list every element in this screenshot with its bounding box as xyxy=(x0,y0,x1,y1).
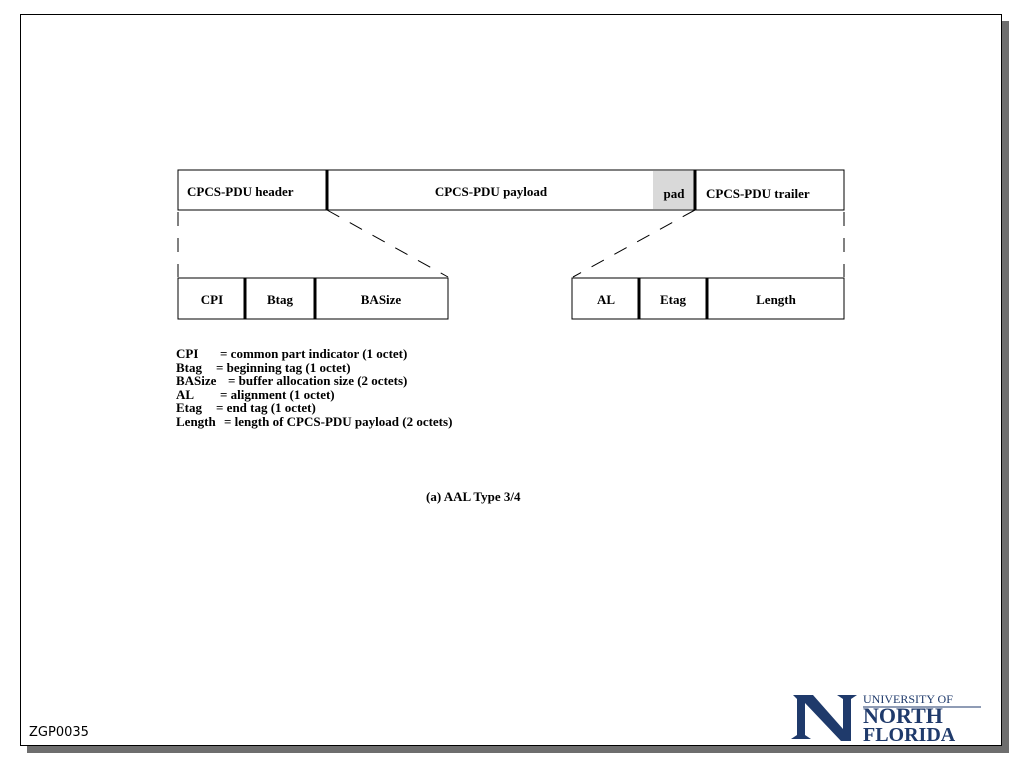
legend-key: CPI xyxy=(176,346,199,361)
legend-row xyxy=(176,347,452,361)
legend-sep: = xyxy=(216,400,224,415)
figure-caption: (a) AAL Type 3/4 xyxy=(426,489,521,504)
legend-desc: buffer allocation size (2 octets) xyxy=(238,373,408,388)
expand-line-header xyxy=(327,210,448,277)
field-btag: Btag xyxy=(267,292,293,307)
legend-row xyxy=(176,361,452,375)
pdu-payload-label: CPCS-PDU payload xyxy=(434,184,548,199)
field-al: AL xyxy=(596,292,616,307)
legend-desc: common part indicator (1 octet) xyxy=(230,346,408,361)
pdu-trailer-label: CPCS-PDU trailer xyxy=(706,186,810,201)
legend xyxy=(176,347,452,428)
legend-sep: = xyxy=(220,386,228,402)
legend-key: Length xyxy=(176,413,216,429)
legend-row xyxy=(176,401,452,415)
field-length: Length xyxy=(756,292,796,307)
slide-id: ZGP0035 xyxy=(29,725,89,740)
expand-line-trailer xyxy=(573,210,695,277)
legend-key: Btag xyxy=(176,359,202,375)
legend-desc: alignment (1 octet) xyxy=(230,386,335,402)
field-cpi: CPI xyxy=(200,292,224,307)
legend-sep: = xyxy=(224,413,232,429)
slide xyxy=(20,14,1002,746)
field-etag: Etag xyxy=(660,292,686,307)
legend-desc: end tag (1 octet) xyxy=(226,400,316,415)
legend-key: BASize xyxy=(176,373,217,388)
field-basize: BASize xyxy=(360,292,402,307)
legend-row xyxy=(176,388,452,402)
pdu-header-label: CPCS-PDU header xyxy=(187,184,294,199)
legend-key: Etag xyxy=(176,400,202,415)
unf-logo xyxy=(791,687,991,743)
unf-n-icon xyxy=(791,695,857,741)
legend-sep: = xyxy=(220,346,228,361)
pdu-diagram xyxy=(21,15,1001,345)
legend-row xyxy=(176,415,452,429)
logo-university-of: UNIVERSITY OF xyxy=(863,692,953,706)
legend-desc: beginning tag (1 octet) xyxy=(226,359,351,375)
logo-north: NORTH xyxy=(863,703,943,728)
legend-sep: = xyxy=(216,359,224,375)
legend-row xyxy=(176,374,452,388)
legend-sep: = xyxy=(228,373,236,388)
legend-key: AL xyxy=(176,386,195,402)
legend-desc: length of CPCS-PDU payload (2 octets) xyxy=(234,413,453,429)
logo-florida: FLORIDA xyxy=(863,724,956,743)
pdu-pad-label: pad xyxy=(663,186,685,201)
